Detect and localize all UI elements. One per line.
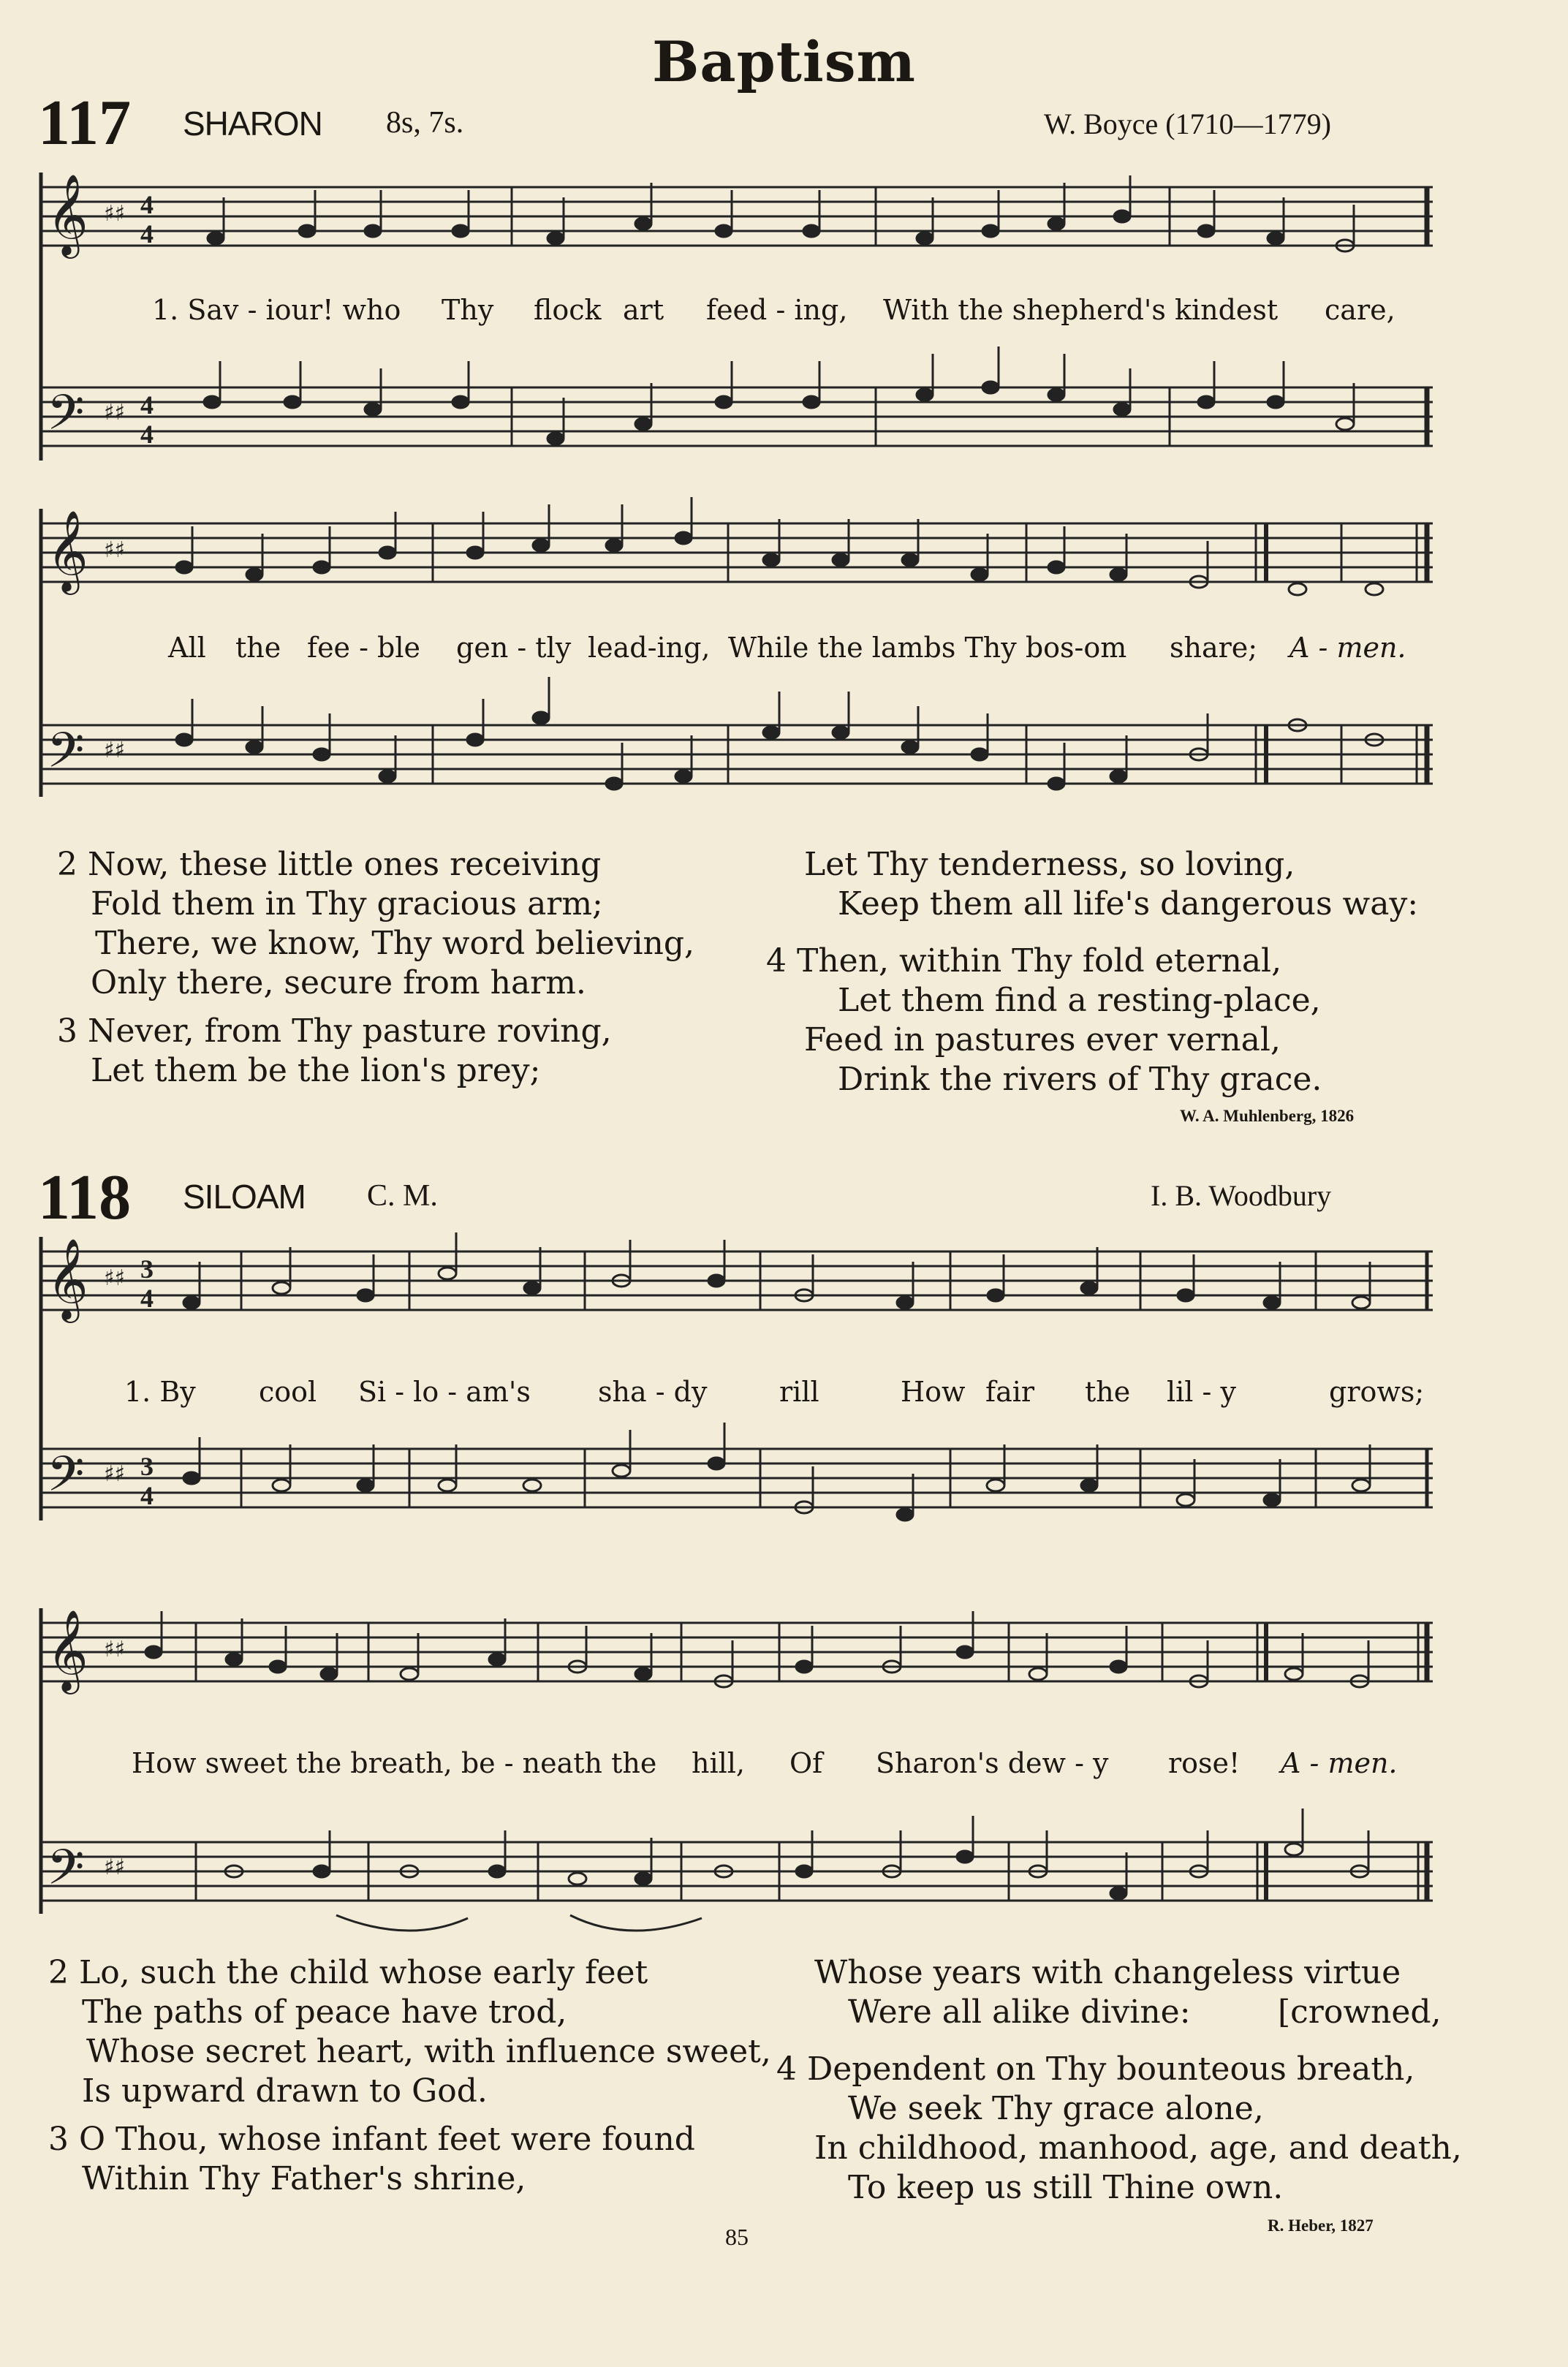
verse-line: Let Thy tenderness, so loving,: [804, 846, 1295, 883]
hymn-117-lyric-1-f: With the shepherd's kindest: [883, 294, 1279, 326]
svg-text:𝄞: 𝄞: [47, 1238, 88, 1319]
hymn-117-amen: A - men.: [1289, 632, 1406, 664]
hymn-118-meter: C. M.: [367, 1179, 438, 1213]
hymn-118-lyric-1-g: fair: [985, 1376, 1035, 1408]
svg-text:♯♯: ♯♯: [104, 1461, 126, 1487]
svg-text:3: 3: [140, 1254, 154, 1284]
verse-line: In childhood, manhood, age, and death,: [814, 2129, 1462, 2167]
hymn-118-lyric-2-a: How sweet the breath, be - neath the: [132, 1747, 657, 1779]
page-number: 85: [725, 2224, 749, 2250]
svg-text:3: 3: [140, 1452, 154, 1481]
hymn-117-lyric-1-c: flock: [534, 294, 602, 326]
hymn-118-lyric-1-a: 1. By: [124, 1376, 196, 1408]
svg-text:♯♯: ♯♯: [104, 1855, 126, 1880]
svg-text:𝄢: 𝄢: [47, 1446, 85, 1514]
hymn-118-lyric-2-b: hill,: [692, 1747, 746, 1779]
verse-line: The paths of peace have trod,: [82, 1993, 567, 2031]
svg-text:𝄢: 𝄢: [47, 385, 85, 452]
svg-text:𝄢: 𝄢: [47, 1839, 85, 1907]
hymn-117-lyric-2-a: All: [168, 632, 206, 664]
verse-line: 2 Lo, such the child whose early feet: [48, 1954, 648, 1991]
hymn-117-lyric-2-b: the: [235, 632, 281, 664]
hymn-117-lyric-2-d: gen - tly: [456, 632, 572, 664]
svg-text:𝄢: 𝄢: [47, 722, 85, 790]
svg-text:♯♯: ♯♯: [104, 201, 126, 227]
hymn-117-verses-left: [57, 845, 694, 1091]
svg-text:♯♯: ♯♯: [104, 400, 126, 425]
hymn-117-lyric-1-e: feed - ing,: [706, 294, 848, 326]
verse-line: Were all alike divine:: [848, 1993, 1191, 2031]
hymn-117-lyric-1-a: 1. Sav - iour! who: [152, 294, 401, 326]
verse-line-turnover: [crowned,: [1278, 1993, 1442, 2031]
hymn-118-amen: A - men.: [1281, 1747, 1398, 1779]
hymn-118-lyric-1-i: lil - y: [1167, 1376, 1236, 1408]
verse-line: There, we know, Thy word believing,: [95, 925, 695, 962]
hymn-117-credit: W. A. Muhlenberg, 1826: [1180, 1107, 1355, 1125]
verse-line: Let them find a resting-place,: [838, 982, 1321, 1019]
hymn-117-tune: SHARON: [183, 105, 322, 143]
verse-line: Whose secret heart, with influence sweet,: [86, 2033, 771, 2070]
verse-line: 4 Then, within Thy fold eternal,: [766, 942, 1282, 980]
svg-text:4: 4: [140, 420, 154, 449]
verse-line: Is upward drawn to God.: [82, 2072, 488, 2110]
hymn-118-lyric-1-j: grows;: [1329, 1376, 1425, 1408]
svg-text:4: 4: [140, 1481, 154, 1510]
hymn-117-lyric-1-g: care,: [1325, 294, 1395, 326]
svg-text:♯♯: ♯♯: [104, 1265, 126, 1291]
hymn-118-credit: R. Heber, 1827: [1268, 2216, 1374, 2235]
verse-line-pair: [776, 1993, 1507, 2032]
verse-line: 3 O Thou, whose infant feet were found: [48, 2121, 695, 2158]
hymn-118-lyric-1-b: cool: [259, 1376, 317, 1408]
svg-text:4: 4: [140, 390, 154, 420]
hymn-118-verses-right: [776, 1953, 1507, 2208]
hymn-118-tune: SILOAM: [183, 1178, 306, 1216]
svg-text:4: 4: [140, 219, 154, 249]
svg-text:𝄞: 𝄞: [47, 1609, 88, 1691]
hymn-117-number: 117: [38, 88, 132, 159]
svg-text:4: 4: [140, 1284, 154, 1313]
hymn-118-lyric-2-c: Of: [789, 1747, 823, 1779]
hymn-118-lyric-1-e: rill: [779, 1376, 819, 1408]
verse-line: Whose years with changeless virtue: [814, 1954, 1401, 1991]
verse-line: 3 Never, from Thy pasture roving,: [57, 1012, 612, 1050]
svg-text:4: 4: [140, 190, 154, 219]
svg-text:𝄞: 𝄞: [47, 173, 88, 255]
verse-line: We seek Thy grace alone,: [848, 2090, 1264, 2127]
hymn-117-composer: W. Boyce (1710—1779): [1044, 107, 1331, 140]
section-title: Baptism: [652, 29, 916, 94]
hymn-117-lyric-2-g: share;: [1170, 632, 1258, 664]
verse-line: Drink the rivers of Thy grace.: [838, 1061, 1322, 1098]
verse-line: Let them be the lion's prey;: [91, 1052, 541, 1089]
hymn-117-lyric-2-e: lead-ing,: [588, 632, 711, 664]
hymn-118-lyric-1-f: How: [901, 1376, 966, 1408]
svg-text:♯♯: ♯♯: [104, 738, 126, 763]
verse-line: To keep us still Thine own.: [848, 2169, 1284, 2206]
hymn-118-lyric-1-c: Si - lo - am's: [358, 1376, 531, 1408]
hymn-118-number: 118: [38, 1162, 132, 1233]
verse-line: 4 Dependent on Thy bounteous breath,: [776, 2050, 1415, 2088]
hymn-117-lyric-2-f: While the lambs Thy bos-om: [728, 632, 1127, 664]
verse-line: 2 Now, these little ones receiving: [57, 846, 602, 883]
hymn-118-lyric-1-h: the: [1085, 1376, 1131, 1408]
svg-text:♯♯: ♯♯: [104, 1637, 126, 1662]
verse-line: Keep them all life's dangerous way:: [838, 885, 1419, 923]
hymn-118-lyric-2-e: rose!: [1168, 1747, 1241, 1779]
hymn-118-lyric-2-d: Sharon's dew - y: [876, 1747, 1109, 1779]
hymn-117-lyric-1-d: art: [623, 294, 664, 326]
hymn-117-meter: 8s, 7s.: [386, 106, 464, 140]
svg-text:♯♯: ♯♯: [104, 537, 126, 563]
hymn-118-verses-left: [48, 1953, 771, 2199]
hymn-118-lyric-1-d: sha - dy: [598, 1376, 708, 1408]
hymn-117-verses-right: [766, 845, 1418, 1099]
svg-text:𝄞: 𝄞: [47, 510, 88, 591]
hymn-117-lyric-2-c: fee - ble: [307, 632, 421, 664]
hymn-118-composer: I. B. Woodbury: [1151, 1179, 1332, 1212]
verse-line: Fold them in Thy gracious arm;: [91, 885, 603, 923]
hymn-117-lyric-1-b: Thy: [442, 294, 494, 326]
verse-line: Only there, secure from harm.: [91, 964, 586, 1001]
verse-line: Within Thy Father's shrine,: [82, 2160, 526, 2197]
verse-line: Feed in pastures ever vernal,: [804, 1021, 1281, 1058]
